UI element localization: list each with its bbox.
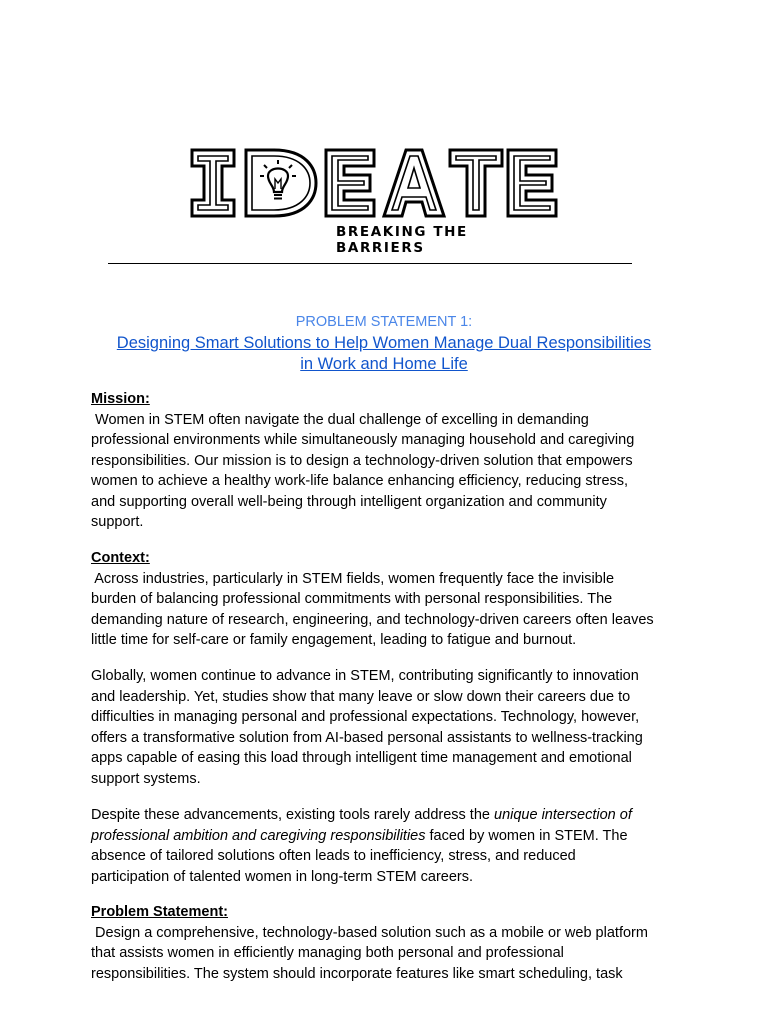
context-line: support systems. bbox=[91, 770, 201, 787]
mission-section bbox=[91, 389, 691, 533]
title-line-2[interactable]: in Work and Home Life bbox=[300, 355, 468, 373]
context-line: burden of balancing professional commitments with personal responsibilities. The bbox=[91, 591, 613, 607]
context-paragraph-3 bbox=[91, 805, 691, 887]
context-line: Globally, women continue to advance in STEM, contributing significantly to innovation bbox=[91, 668, 639, 684]
mission-heading: Mission: bbox=[91, 391, 150, 407]
context-line: participation of talented women in long-term STEM careers. bbox=[91, 868, 474, 885]
context-text: Despite these advancements, existing tools rarely address the bbox=[91, 807, 494, 823]
emphasis-text: professional ambition and caregiving responsibilities bbox=[91, 827, 426, 844]
context-line bbox=[91, 826, 691, 847]
context-text: faced by women in STEM. The bbox=[425, 827, 628, 844]
context-line: little time for self-care or family engagement, leading to fatigue and burnout. bbox=[91, 632, 577, 648]
context-section bbox=[91, 548, 691, 651]
title-line-1[interactable]: Designing Smart Solutions to Help Women Manage Dual Responsibilities bbox=[116, 334, 652, 352]
context-line bbox=[91, 805, 691, 826]
context-line: apps capable of easing this load through intelligent time management and emotional bbox=[91, 750, 632, 766]
mission-line: professional environments while simultaneously managing household and caregiving bbox=[91, 432, 635, 448]
context-line: absence of tailored solutions often leads to inefficiency, stress, and reduced bbox=[91, 848, 576, 864]
context-paragraph-2 bbox=[91, 666, 691, 789]
context-line: offers a transformative solution from AI-based personal assistants to wellness-tracking bbox=[91, 729, 643, 746]
mission-line: responsibilities. Our mission is to design a technology-driven solution that empowers bbox=[91, 452, 633, 469]
problem-line: that assists women in efficiently managing both personal and professional bbox=[91, 945, 564, 961]
mission-line: Women in STEM often navigate the dual challenge of excelling in demanding bbox=[91, 411, 589, 428]
ideate-logo bbox=[188, 142, 558, 256]
logo-tagline: BREAKING THE BARRIERS bbox=[336, 224, 468, 256]
context-line: difficulties in managing personal and professional expectations. Technology, however, bbox=[91, 709, 640, 725]
problem-line: Design a comprehensive, technology-based solution such as a mobile or web platform bbox=[91, 924, 648, 941]
context-heading: Context: bbox=[91, 550, 150, 566]
emphasis-text: unique intersection of bbox=[494, 807, 632, 823]
problem-line: responsibilities. The system should incorporate features like smart scheduling, task bbox=[91, 965, 623, 982]
mission-line: women to achieve a healthy work-life balance enhancing efficiency, reducing stress, bbox=[91, 473, 629, 489]
mission-line: support. bbox=[91, 514, 144, 530]
context-line: demanding nature of research, engineering, and technology-driven careers often leaves bbox=[91, 611, 654, 628]
mission-line: and supporting overall well-being through intelligent organization and community bbox=[91, 493, 607, 510]
problem-statement-label: PROBLEM STATEMENT 1: bbox=[295, 314, 473, 330]
context-line: and leadership. Yet, studies show that many leave or slow down their careers due to bbox=[91, 688, 631, 705]
problem-heading: Problem Statement: bbox=[91, 904, 228, 920]
problem-statement-title[interactable] bbox=[80, 333, 688, 375]
problem-section bbox=[91, 902, 691, 984]
divider-line bbox=[108, 263, 632, 264]
context-line: Across industries, particularly in STEM fields, women frequently face the invisible bbox=[91, 570, 615, 587]
